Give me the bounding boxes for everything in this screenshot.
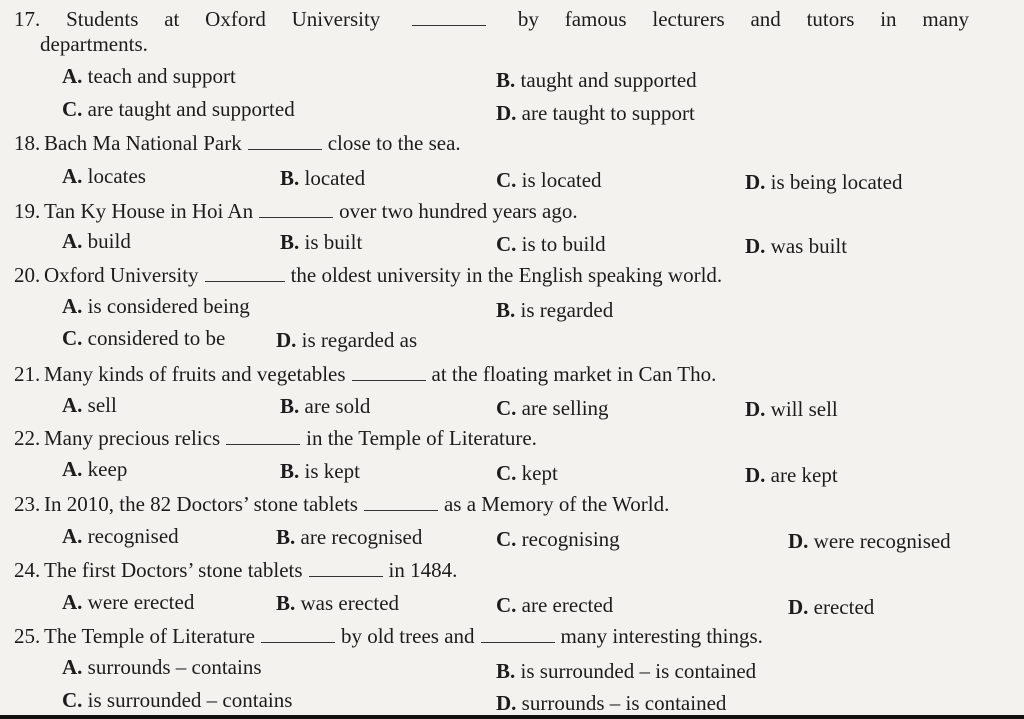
- option-text: are sold: [304, 394, 371, 418]
- question-text: Many precious relics: [44, 426, 221, 450]
- question-text: as a Memory of the World.: [443, 492, 670, 516]
- answer-blank: [226, 430, 300, 445]
- question-21-option-d[interactable]: [745, 397, 838, 421]
- answer-blank: [352, 366, 426, 381]
- option-letter: C.: [496, 461, 517, 485]
- option-text: recognised: [87, 524, 179, 548]
- question-number: 19.: [14, 199, 41, 223]
- answer-blank: [205, 267, 285, 282]
- question-number: 23.: [14, 492, 41, 516]
- question-number: 25.: [14, 624, 41, 648]
- question-21-option-a[interactable]: [62, 393, 117, 417]
- question-25-option-a[interactable]: [62, 655, 262, 679]
- question-25-stem: [14, 624, 763, 648]
- option-text: considered to be: [87, 326, 226, 350]
- question-22-option-b[interactable]: [280, 459, 360, 483]
- question-text: at the floating market in Can Tho.: [431, 362, 717, 386]
- option-text: is being located: [770, 170, 903, 194]
- question-number: 22.: [14, 426, 41, 450]
- question-text: In 2010, the 82 Doctors’ stone tablets: [44, 492, 358, 516]
- option-text: are taught and supported: [87, 97, 295, 121]
- question-23-stem: [14, 492, 669, 516]
- question-text: Tan Ky House in Hoi An: [44, 199, 254, 223]
- option-letter: A.: [62, 294, 83, 318]
- question-24-option-d[interactable]: [788, 595, 874, 619]
- question-20-stem: [14, 263, 722, 287]
- question-text: The first Doctors’ stone tablets: [44, 558, 303, 582]
- option-text: recognising: [521, 527, 620, 551]
- option-letter: C.: [496, 232, 517, 256]
- option-text: teach and support: [87, 64, 236, 88]
- question-text: Oxford University: [44, 263, 199, 287]
- question-text: The Temple of Literature: [44, 624, 255, 648]
- page-bottom-border: [0, 715, 1024, 719]
- option-letter: B.: [496, 298, 516, 322]
- option-letter: B.: [280, 394, 300, 418]
- option-text: is surrounded – is contained: [520, 659, 757, 683]
- option-text: are taught to support: [521, 101, 695, 125]
- option-text: are erected: [521, 593, 614, 617]
- answer-blank: [412, 11, 486, 26]
- option-letter: B.: [276, 591, 296, 615]
- option-text: were erected: [87, 590, 195, 614]
- question-25-option-b[interactable]: [496, 659, 756, 683]
- question-text: in the Temple of Literature.: [306, 426, 537, 450]
- question-24-option-a[interactable]: [62, 590, 194, 614]
- question-22-option-c[interactable]: [496, 461, 558, 485]
- option-text: erected: [813, 595, 875, 619]
- question-number: 20.: [14, 263, 41, 287]
- option-text: is built: [304, 230, 363, 254]
- question-18-option-a[interactable]: [62, 164, 146, 188]
- option-text: build: [87, 229, 131, 253]
- question-22-option-d[interactable]: [745, 463, 838, 487]
- option-text: is located: [521, 168, 602, 192]
- question-text: over two hundred years ago.: [339, 199, 578, 223]
- question-19-option-b[interactable]: [280, 230, 362, 254]
- option-letter: D.: [745, 234, 766, 258]
- question-17-option-c[interactable]: [62, 97, 295, 121]
- option-letter: B.: [280, 230, 300, 254]
- question-20-option-a[interactable]: [62, 294, 250, 318]
- option-letter: C.: [496, 593, 517, 617]
- option-text: locates: [87, 164, 146, 188]
- question-text: Bach Ma National Park: [44, 131, 242, 155]
- question-17-stem: [14, 7, 969, 31]
- answer-blank: [261, 628, 335, 643]
- question-25-option-d[interactable]: [496, 691, 726, 715]
- option-text: surrounds – is contained: [521, 691, 727, 715]
- option-letter: C.: [62, 97, 83, 121]
- option-text: is considered being: [87, 294, 250, 318]
- question-17-stem-cont: departments.: [40, 32, 148, 56]
- option-letter: D.: [496, 101, 517, 125]
- question-number: 24.: [14, 558, 41, 582]
- question-18-option-c[interactable]: [496, 168, 602, 192]
- option-text: are selling: [521, 396, 609, 420]
- option-letter: C.: [496, 168, 517, 192]
- answer-blank: [481, 628, 555, 643]
- option-letter: A.: [62, 590, 83, 614]
- option-letter: A.: [62, 393, 83, 417]
- option-letter: D.: [745, 463, 766, 487]
- option-text: located: [304, 166, 366, 190]
- question-21-option-b[interactable]: [280, 394, 370, 418]
- option-letter: A.: [62, 229, 83, 253]
- question-23-option-a[interactable]: [62, 524, 179, 548]
- option-letter: A.: [62, 164, 83, 188]
- answer-blank: [259, 203, 333, 218]
- question-17-option-b[interactable]: [496, 68, 697, 92]
- question-text: Students at Oxford University: [66, 7, 381, 31]
- question-24-stem: [14, 558, 457, 582]
- question-23-option-d[interactable]: [788, 529, 951, 553]
- option-letter: A.: [62, 64, 83, 88]
- option-letter: A.: [62, 457, 83, 481]
- question-20-option-b[interactable]: [496, 298, 613, 322]
- question-18-stem: [14, 131, 461, 155]
- option-letter: C.: [62, 688, 83, 712]
- option-letter: A.: [62, 655, 83, 679]
- option-text: taught and supported: [520, 68, 697, 92]
- question-23-option-b[interactable]: [276, 525, 422, 549]
- option-letter: B.: [496, 68, 516, 92]
- option-text: is regarded as: [301, 328, 418, 352]
- option-letter: C.: [496, 527, 517, 551]
- answer-blank: [364, 496, 438, 511]
- question-18-option-b[interactable]: [280, 166, 365, 190]
- option-text: kept: [521, 461, 558, 485]
- option-text: surrounds – contains: [87, 655, 262, 679]
- option-text: are recognised: [300, 525, 423, 549]
- option-letter: D.: [745, 397, 766, 421]
- option-letter: D.: [788, 595, 809, 619]
- question-19-option-c[interactable]: [496, 232, 606, 256]
- option-letter: B.: [276, 525, 296, 549]
- question-text: Many kinds of fruits and vegetables: [44, 362, 346, 386]
- option-text: were recognised: [813, 529, 951, 553]
- question-number: 21.: [14, 362, 41, 386]
- question-text: close to the sea.: [327, 131, 461, 155]
- question-19-stem: [14, 199, 578, 223]
- option-text: are kept: [770, 463, 838, 487]
- option-text: is to build: [521, 232, 606, 256]
- question-number: 17.: [14, 7, 41, 31]
- question-21-option-c[interactable]: [496, 396, 609, 420]
- question-22-option-a[interactable]: [62, 457, 127, 481]
- option-text: is regarded: [520, 298, 614, 322]
- question-number: 18.: [14, 131, 41, 155]
- answer-blank: [248, 135, 322, 150]
- question-21-stem: [14, 362, 716, 386]
- question-text: the oldest university in the English speaking world.: [290, 263, 723, 287]
- option-letter: B.: [496, 659, 516, 683]
- question-17-option-a[interactable]: [62, 64, 236, 88]
- question-19-option-d[interactable]: [745, 234, 847, 258]
- question-17-option-d[interactable]: [496, 101, 695, 125]
- option-text: was erected: [300, 591, 400, 615]
- option-letter: C.: [496, 396, 517, 420]
- question-24-option-c[interactable]: [496, 593, 613, 617]
- option-letter: D.: [788, 529, 809, 553]
- question-18-option-d[interactable]: [745, 170, 902, 194]
- option-text: will sell: [770, 397, 838, 421]
- option-letter: C.: [62, 326, 83, 350]
- question-25-option-c[interactable]: [62, 688, 292, 712]
- question-24-option-b[interactable]: [276, 591, 399, 615]
- option-letter: A.: [62, 524, 83, 548]
- question-text: many interesting things.: [560, 624, 763, 648]
- option-text: was built: [770, 234, 848, 258]
- option-text: is surrounded – contains: [87, 688, 293, 712]
- option-text: keep: [87, 457, 128, 481]
- option-text: is kept: [304, 459, 360, 483]
- option-letter: B.: [280, 166, 300, 190]
- question-text: by old trees and: [340, 624, 475, 648]
- question-text: in 1484.: [388, 558, 458, 582]
- question-20-option-c[interactable]: [62, 326, 225, 350]
- option-letter: B.: [280, 459, 300, 483]
- question-19-option-a[interactable]: [62, 229, 131, 253]
- option-letter: D.: [276, 328, 297, 352]
- option-letter: D.: [745, 170, 766, 194]
- option-text: sell: [87, 393, 117, 417]
- question-text: by famous lecturers and tutors in many: [517, 7, 970, 31]
- question-22-stem: [14, 426, 537, 450]
- question-23-option-c[interactable]: [496, 527, 620, 551]
- question-20-option-d[interactable]: [276, 328, 417, 352]
- answer-blank: [309, 562, 383, 577]
- option-letter: D.: [496, 691, 517, 715]
